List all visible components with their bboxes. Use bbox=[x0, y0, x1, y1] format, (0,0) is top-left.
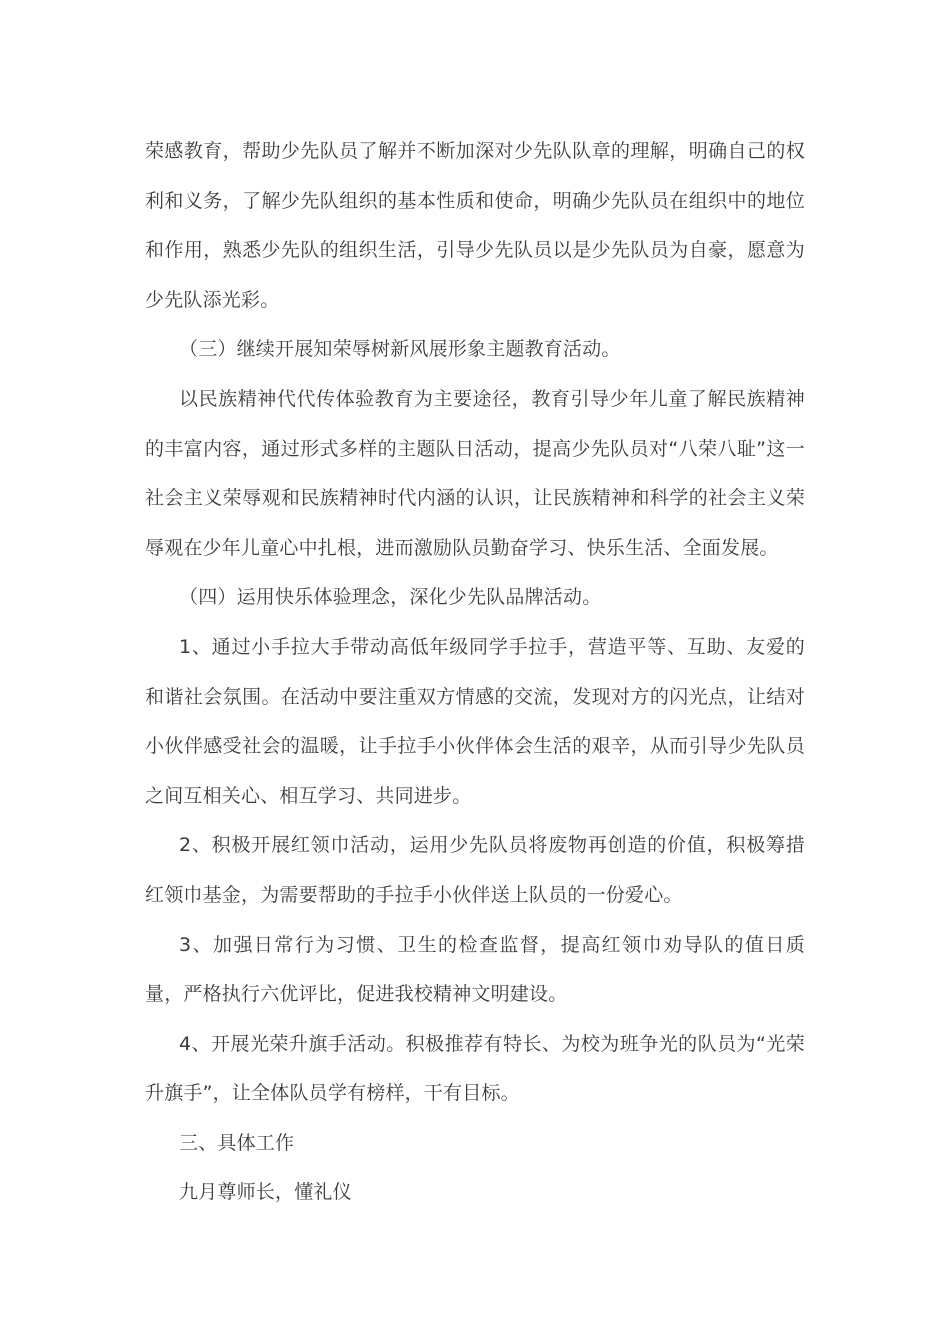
list-item-4: 4、开展光荣升旗手活动。积极推荐有特长、为校为班争光的队员为“光荣升旗手”，让全体队员学有榜样，干有目标。 bbox=[145, 1032, 805, 1105]
paragraph-2: 以民族精神代代传体验教育为主要途径，教育引导少年儿童了解民族精神的丰富内容，通过形式多样的主题队日活动，提高少先队员对“八荣八耻”这一社会主义荣辱观和民族精神时代内涵的认识，让民族精神和科学的社会主义荣辱观在少年儿童心中扎根，进而激励队员勤奋学习、快乐生活、全面发展。 bbox=[145, 387, 805, 559]
paragraph-1: 荣感教育，帮助少先队员了解并不断加深对少先队队章的理解，明确自己的权利和义务，了解少先队组织的基本性质和使命，明确少先队员在组织中的地位和作用，熟悉少先队的组织生活，引导少先队员以是少先队员为自豪，愿意为少先队添光彩。 bbox=[145, 140, 805, 311]
list-item-2: 2、积极开展红领巾活动，运用少先队员将废物再创造的价值，积极筹措红领巾基金，为需要帮助的手拉手小伙伴送上队员的一份爱心。 bbox=[145, 834, 805, 906]
section-heading-specific-work: 三、具体工作 bbox=[179, 1131, 295, 1154]
section-heading-3: （三）继续开展知荣辱树新风展形象主题教育活动。 bbox=[179, 338, 621, 361]
list-item-3: 3、加强日常行为习惯、卫生的检查监督，提高红领巾劝导队的值日质量，严格执行六优评比，促进我校精神文明建设。 bbox=[145, 933, 805, 1006]
list-item-1: 1、通过小手拉大手带动高低年级同学手拉手，营造平等、互助、友爱的和谐社会氛围。在活动中要注重双方情感的交流，发现对方的闪光点，让结对小伙伴感受社会的温暖，让手拉手小伙伴体会生活的艰辛，从而引导少先队员之间互相关心、相互学习、共同进步。 bbox=[145, 635, 805, 807]
section-heading-4: （四）运用快乐体验理念，深化少先队品牌活动。 bbox=[179, 586, 602, 609]
document-body bbox=[145, 127, 805, 1218]
month-heading-september: 九月尊师长，懂礼仪 bbox=[179, 1181, 352, 1204]
